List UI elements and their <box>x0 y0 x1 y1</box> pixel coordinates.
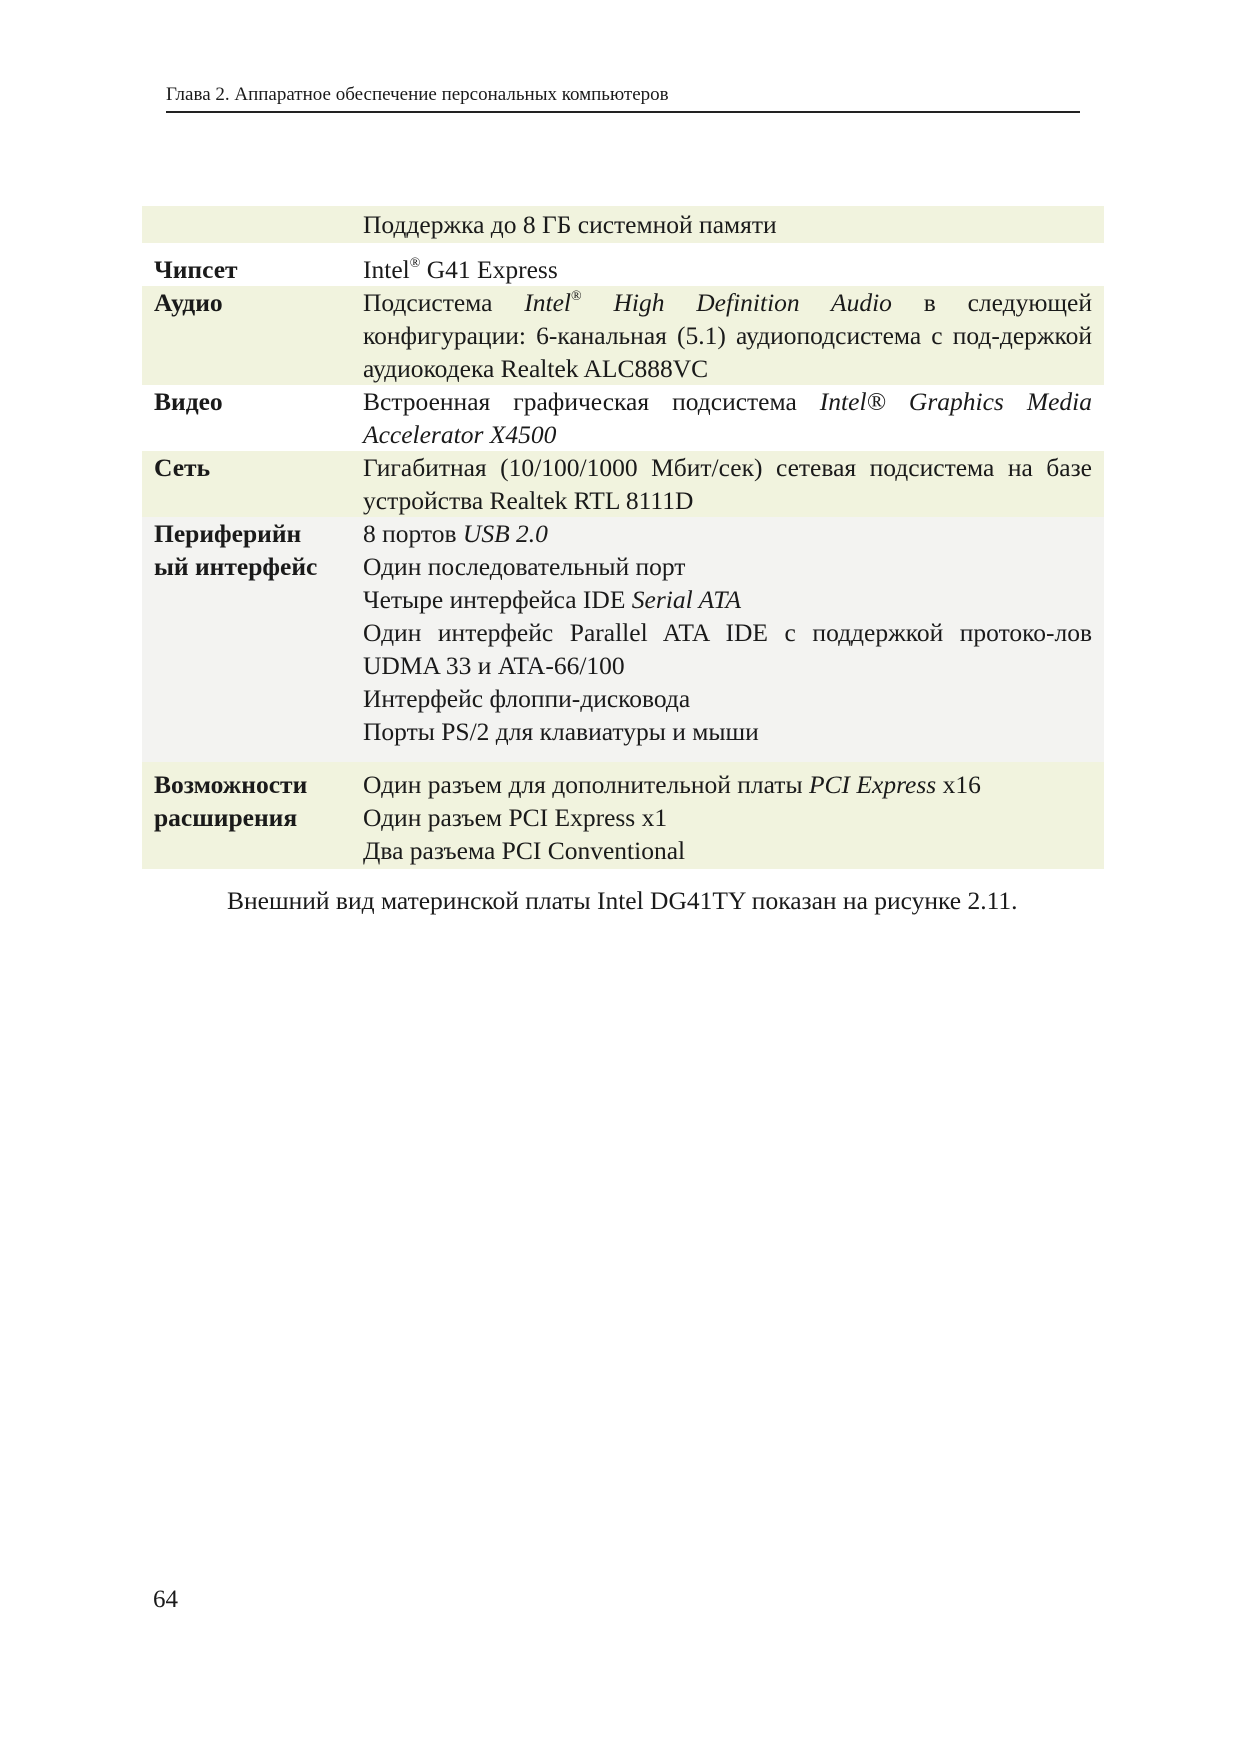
list-item: Один последовательный порт <box>363 552 686 581</box>
table-row-memory <box>142 206 1104 243</box>
row-label-empty <box>142 206 351 243</box>
table-row-peripheral <box>142 517 1104 762</box>
table-row-expansion <box>142 762 1104 869</box>
table-row-network <box>142 451 1104 517</box>
row-label-chipset: Чипсет <box>154 255 238 284</box>
table-row-chipset <box>142 243 1104 286</box>
label-line: ый интерфейс <box>154 552 318 581</box>
item-text: 8 портов <box>363 519 463 548</box>
audio-text-1: Подсистема <box>363 288 525 317</box>
row-value-memory: Поддержка до 8 ГБ системной памяти <box>363 210 777 239</box>
table-row-video <box>142 385 1104 451</box>
row-value-expansion <box>351 762 1104 869</box>
item-italic: Serial ATA <box>631 585 742 614</box>
body-paragraph: Внешний вид материнской платы Intel DG41TY показан на рисунке 2.11. <box>227 886 1018 915</box>
label-line: Возможности <box>154 770 308 799</box>
row-value-chipset <box>351 243 1104 286</box>
spec-table <box>142 206 1104 869</box>
label-line: расширения <box>154 803 298 832</box>
row-label-network: Сеть <box>154 453 211 482</box>
table-row-audio <box>142 286 1104 385</box>
video-text: Встроенная графическая подсистема <box>363 387 820 416</box>
row-label-audio: Аудио <box>154 288 223 317</box>
item-italic: USB 2.0 <box>462 519 548 548</box>
item-text: Один разъем для дополнительной платы <box>363 770 809 799</box>
row-value-video <box>351 385 1104 451</box>
list-item <box>363 768 1092 801</box>
audio-product: High Definition Audio <box>581 288 892 317</box>
list-item: Два разъема PCI Conventional <box>363 836 686 865</box>
item-suffix: x16 <box>936 770 981 799</box>
registered-mark: ® <box>570 288 582 304</box>
list-item: Один интерфейс Parallel ATA IDE с поддержкой протоко-лов UDMA 33 и ATA-66/100 <box>363 618 1092 680</box>
row-label-peripheral <box>142 517 351 762</box>
audio-brand: Intel <box>524 288 571 317</box>
item-italic: PCI Express <box>808 770 937 799</box>
page-number: 64 <box>153 1586 178 1613</box>
list-item <box>363 583 1092 616</box>
label-line: Периферийн <box>154 519 302 548</box>
row-value-network: Гигабитная (10/100/1000 Мбит/сек) сетевая подсистема на базе устройства Realtek RTL 8111D <box>363 453 1092 515</box>
running-head: Глава 2. Аппаратное обеспечение персональных компьютеров <box>166 84 1080 113</box>
list-item: Интерфейс флоппи-дисковода <box>363 684 691 713</box>
chipset-brand: Intel <box>363 255 410 284</box>
list-item: Порты PS/2 для клавиатуры и мыши <box>363 717 759 746</box>
video-product: Intel® Graphics Media Accelerator X4500 <box>363 387 1092 449</box>
list-item <box>363 517 1092 550</box>
list-item: Один разъем PCI Express x1 <box>363 803 668 832</box>
row-label-expansion <box>142 762 351 869</box>
item-text: Четыре интерфейса IDE <box>363 585 632 614</box>
chipset-model: G41 Express <box>420 255 558 284</box>
audio-text-2: в следующей конфигурации: 6-канальная (5.1) аудиоподсистема с под-держкой аудиокодека Realtek ALC888VC <box>363 288 1092 383</box>
row-label-video: Видео <box>154 387 223 416</box>
row-value-audio <box>351 286 1104 385</box>
row-value-peripheral <box>351 517 1104 762</box>
registered-mark: ® <box>409 255 421 271</box>
